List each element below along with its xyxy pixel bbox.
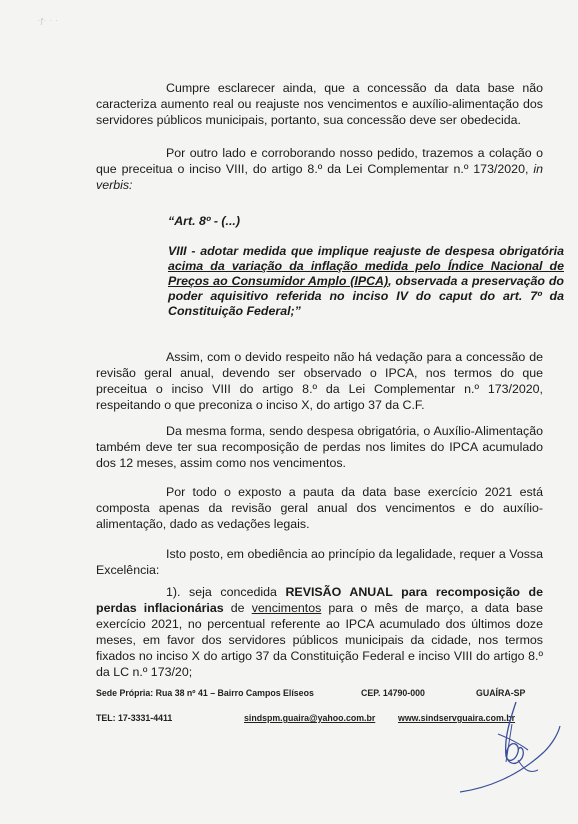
paragraph-text: Isto posto, em obediência ao princípio da legalidade, requer a Vossa Excelência: xyxy=(96,547,543,577)
paragraph-text: Cumpre esclarecer ainda, que a concessão da data base não caracteriza aumento real ou reajuste nos vencimentos e auxílio-alimentação dos servidores públicos municipais, portanto, sua concessão deve ser obedecida. xyxy=(96,81,543,127)
quote-text-end: , observada a preservação do poder aquisitivo referida no inciso IV do caput do art. 7º da Constituição Federal;” xyxy=(168,274,564,318)
paragraph-text: Por todo o exposto a pauta da data base exercício 2021 está composta apenas da revisão geral anual dos vencimentos e do auxílio-alimentação, dado as vedações legais. xyxy=(96,485,543,531)
footer-site-link[interactable]: www.sindservguaira.com.br xyxy=(398,713,516,723)
quote-heading: “Art. 8º - (...) xyxy=(168,214,240,228)
scan-artifact: ·ƒ· · · xyxy=(38,18,59,25)
paragraph-auxilio xyxy=(96,423,543,471)
footer-tel: TEL: 17-3331-4411 xyxy=(96,713,173,723)
paragraph-corroborando xyxy=(96,145,543,193)
quote-text: VIII - adotar medida que implique reajuste de despesa obrigatória xyxy=(168,244,564,258)
request-text: para o mês de março, a data base exercício 2021, no percentual referente ao IPCA acumulado dos últimos doze meses, em favor dos servidores públicos municipais da cidade, nos termos fixados no inciso X do artigo 37 da Constituição Federal e inciso VIII do artigo 8.º da LC n.º 173/20; xyxy=(96,601,543,679)
signature-graphic xyxy=(458,700,562,796)
request-strong-text: REVISÃO ANUAL para recomposição de perdas inflacionárias xyxy=(96,585,543,615)
footer-email-link[interactable]: sindspm.guaira@yahoo.com.br xyxy=(244,713,376,723)
footer-address: Sede Própria: Rua 38 nº 41 – Bairro Campos Elíseos xyxy=(96,688,314,698)
paragraph-text: Assim, com o devido respeito não há vedação para a concessão de revisão geral anual, devendo ser observado o IPCA, nos termos do que preceitua o inciso VIII do artigo 8.º da Lei Complementar n.º 173/2020, respeitando o que preconiza o inciso X, do artigo 37 da C.F. xyxy=(96,350,543,412)
footer-cep: CEP. 14790-000 xyxy=(361,688,425,698)
paragraph-text: Por outro lado e corroborando nosso pedido, trazemos a colação o que preceitua o inciso VIII, do artigo 8.º da Lei Complementar n.º 173/2020, xyxy=(96,146,543,176)
request-underlined-text: vencimentos xyxy=(251,601,322,615)
quote-underlined-text: acima da variação da inflação medida pelo Índice Nacional de Preços ao Consumidor Amplo (IPCA) xyxy=(168,259,564,288)
paragraph-requer xyxy=(96,546,543,578)
paragraph-data-base xyxy=(96,80,543,128)
request-connector: de xyxy=(223,601,252,615)
paragraph-assim xyxy=(96,349,543,413)
request-item-1 xyxy=(96,584,543,680)
quote-body xyxy=(168,244,564,319)
paragraph-pauta xyxy=(96,484,543,532)
request-number: 1). seja concedida xyxy=(166,585,286,599)
paragraph-text: Da mesma forma, sendo despesa obrigatória, o Auxílio-Alimentação também deve ter sua recomposição de perdas nos limites do IPCA acumulado dos 12 meses, assim como nos vencimentos. xyxy=(96,424,543,470)
in-verbis-text: in verbis: xyxy=(96,162,543,192)
footer-city: GUAÍRA-SP xyxy=(476,688,526,698)
